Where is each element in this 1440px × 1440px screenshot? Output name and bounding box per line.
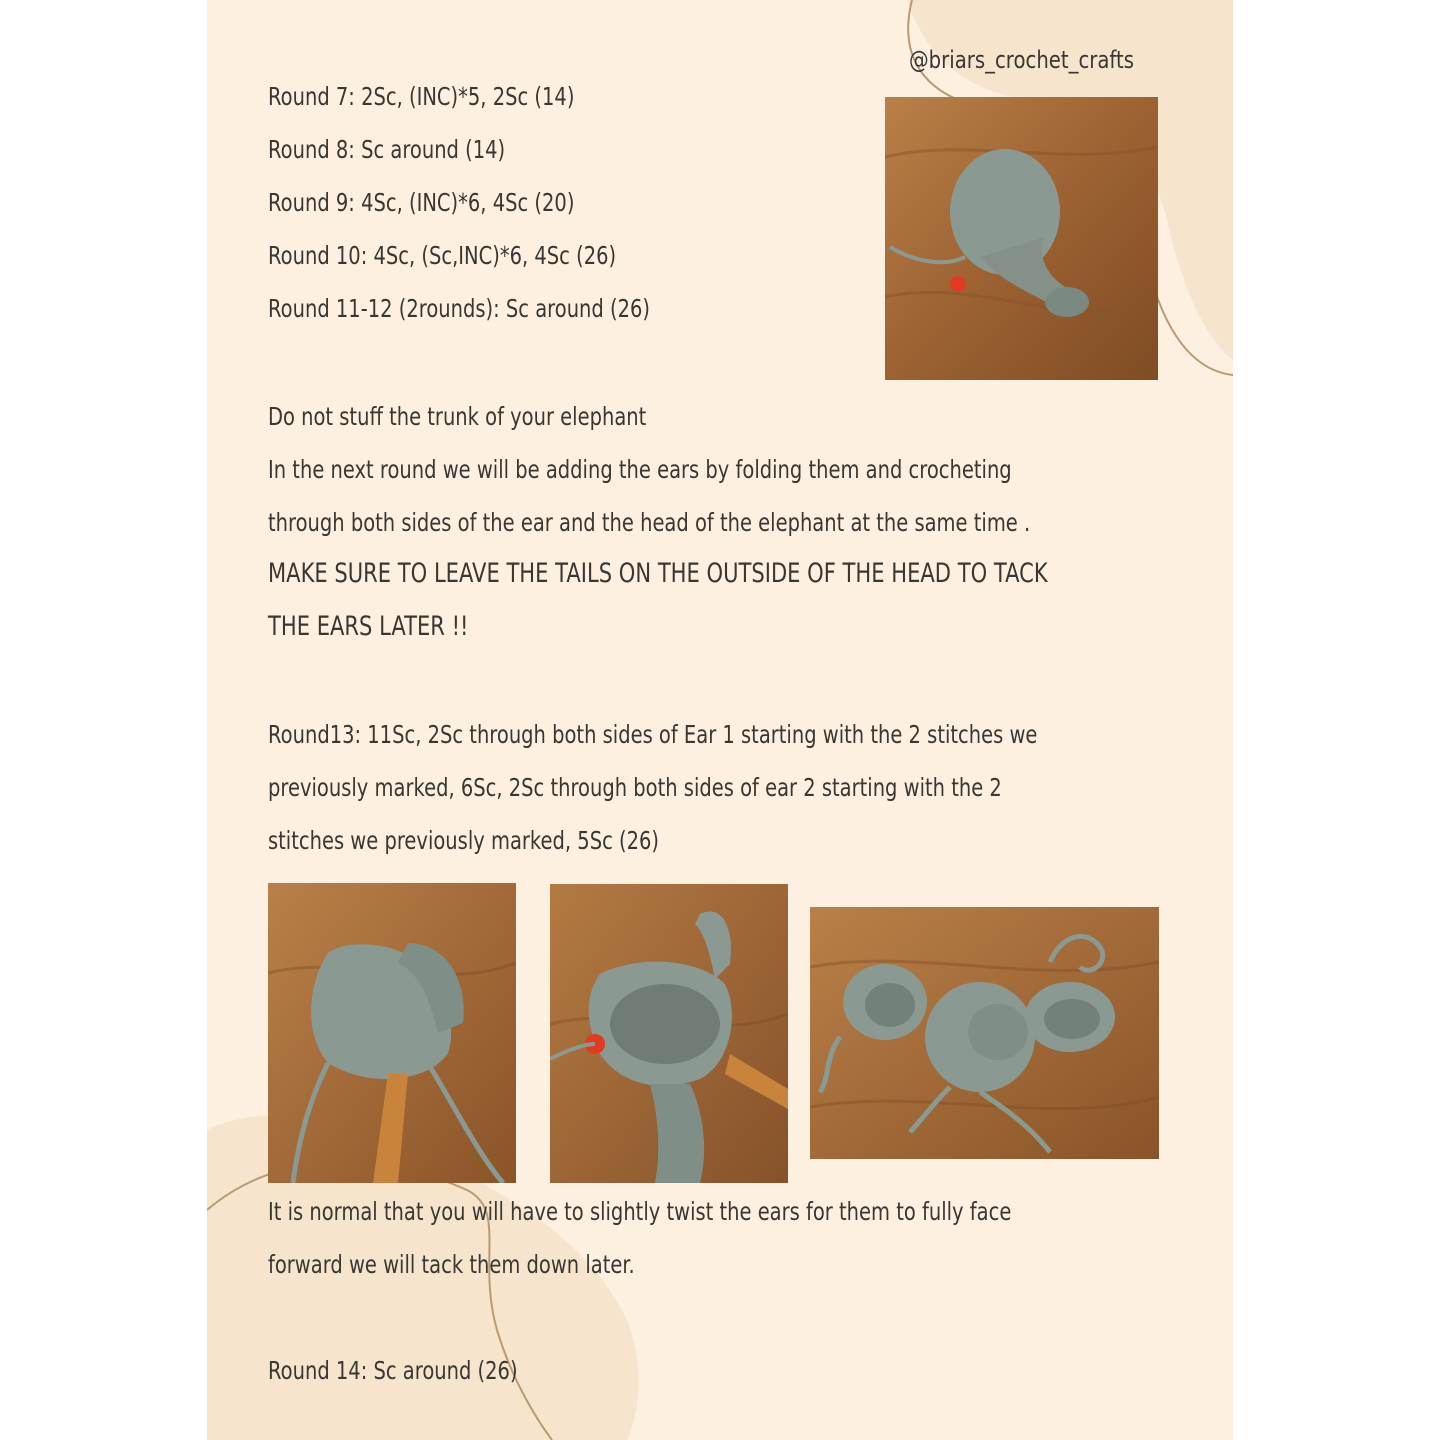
trunk-photo (885, 97, 1158, 380)
warning-text-line-1: MAKE SURE TO LEAVE THE TAILS ON THE OUTSIDE OF THE HEAD TO TACK (268, 558, 1048, 589)
trunk-photo-image (885, 97, 1158, 380)
ear-step-photo-1-image (268, 883, 516, 1183)
round-13-text-line-2: previously marked, 6Sc, 2Sc through both sides of ear 2 starting with the 2 (268, 773, 1002, 802)
ear-step-photo-2 (550, 884, 788, 1183)
round-8-text: Round 8: Sc around (14) (268, 135, 506, 164)
ear-step-photo-1 (268, 883, 516, 1183)
twist-note-line-2: forward we will tack them down later. (268, 1250, 635, 1279)
round-9-text: Round 9: 4Sc, (INC)*6, 4Sc (20) (268, 188, 575, 217)
ear-step-photo-3 (810, 907, 1159, 1159)
pattern-page (207, 0, 1233, 1440)
ear-step-photo-2-image (550, 884, 788, 1183)
next-round-text: In the next round we will be adding the ears by folding them and crocheting (268, 455, 1012, 484)
round-13-text-line-1: Round13: 11Sc, 2Sc through both sides of Ear 1 starting with the 2 stitches we (268, 720, 1038, 749)
instagram-handle: @briars_crochet_crafts (909, 46, 1134, 74)
round-7-text: Round 7: 2Sc, (INC)*5, 2Sc (14) (268, 82, 575, 111)
round-13-text-line-3: stitches we previously marked, 5Sc (26) (268, 826, 660, 855)
round-11-12-text: Round 11-12 (2rounds): Sc around (26) (268, 294, 651, 323)
twist-note-line-1: It is normal that you will have to slightly twist the ears for them to fully face (268, 1197, 1012, 1226)
ear-step-photo-3-image (810, 907, 1159, 1159)
round-10-text: Round 10: 4Sc, (Sc,INC)*6, 4Sc (26) (268, 241, 617, 270)
do-not-stuff-text: Do not stuff the trunk of your elephant (268, 402, 647, 431)
through-both-sides-text: through both sides of the ear and the head of the elephant at the same time . (268, 508, 1031, 537)
warning-text-line-2: THE EARS LATER !! (268, 611, 469, 642)
round-14-text: Round 14: Sc around (26) (268, 1356, 518, 1385)
